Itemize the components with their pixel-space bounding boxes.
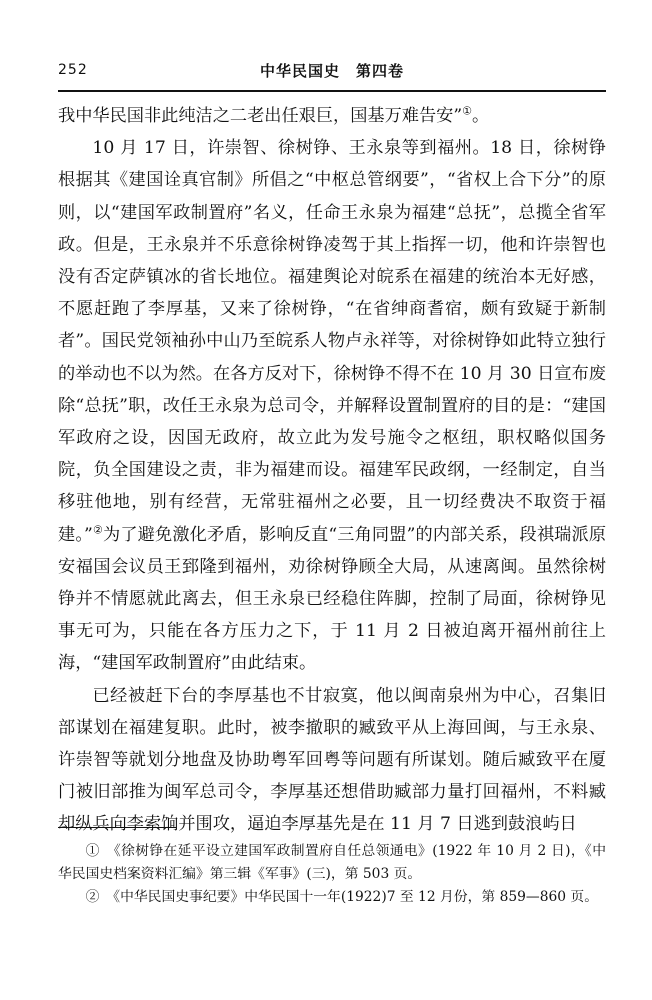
footnote-marker-1: ① (462, 104, 472, 118)
running-title: 中华民国史 第四卷 (259, 62, 404, 80)
footnote-marker-2: ② (92, 522, 104, 536)
paragraph-text: 10 月 17 日，许崇智、徐树铮、王永泉等到福州。18 日，徐树铮根据其《建国诠真官制》所倡之“中枢总管纲要”，“省权上合下分”的原则，以“建国军政制置府”名义，任命王永泉为福建“总抚”，总揽全省军政。但是，王永泉并不乐意徐树铮凌驾于其上指挥一切，他和许崇智也没有否定萨镇冰的省长地位。福建舆论对皖系在福建的统治本无好感，不愿赶跑了李厚基，又来了徐树铮，“在省绅商耆宿，颇有致疑于新制者”。国民党领袖孙中山乃至皖系人物卢永祥等，对徐树铮如此特立独行的举动也不以为然。在各方反对下，徐树铮不得不在 10 月 30 日宣布废除“总抚”职，改任王永泉为总司令，并解释设置制置府的目的是：“建国军政府之设，因国无政府，故立此为发号施令之枢纽，职权略似国务院，负全国建设之责，非为福建而设。福建军民政纲，一经制定，自当移驻他地，别有经营，无常驻福州之必要，且一切经费决不取资于福建。” (58, 138, 606, 545)
paragraph-text: 我中华民国非此纯洁之二老出任艰巨，国基万难告安” (58, 106, 463, 126)
paragraph-text: 已经被赶下台的李厚基也不甘寂寞，他以闽南泉州为中心，召集旧部谋划在福建复职。此时，被李撤职的臧致平从上海回闽，与王永泉、许崇智等就划分地盘及协助粤军回粤等问题有所谋划。随后臧致平在厦门被旧部推为闽军总司令，李厚基还想借助臧部力量打回福州，不料臧却纵兵向李索饷并围攻，逼迫李厚基先是在 11 月 7 日逃到鼓浪屿日 (58, 685, 606, 835)
page-header (58, 56, 606, 88)
footnotes (58, 840, 606, 909)
footnote-1: ① 《徐树铮在延平设立建国军政制置府自任总领通电》(1922 年 10 月 2 日)，《中华民国史档案资料汇编》第三辑《军事》(三)，第 503 页。 (58, 843, 606, 882)
paragraph-tail: 。 (471, 106, 490, 126)
page-number: 252 (58, 62, 88, 78)
paragraph-li-houji (58, 680, 606, 841)
paragraph-xu-shuzheng (58, 132, 606, 679)
footnote-rule (58, 827, 176, 828)
body-text (58, 100, 606, 841)
header-rule (58, 90, 606, 92)
paragraph-tail: 为了避免激化矛盾，影响反直“三角同盟”的内部关系，段祺瑞派原安福国会议员王郅隆到福州，劝徐树铮顾全大局，从速离闽。虽然徐树铮并不情愿就此离去，但王永泉已经稳住阵脚，控制了局面，徐树铮见事无可为，只能在各方压力之下，于 11 月 2 日被迫离开福州前往上海，“建国军政制置府”由此结束。 (58, 524, 607, 674)
footnote-2: ② 《中华民国史事纪要》中华民国十一年(1922)7 至 12 月份，第 859—860 页。 (85, 889, 599, 905)
paragraph-continued (58, 100, 606, 132)
